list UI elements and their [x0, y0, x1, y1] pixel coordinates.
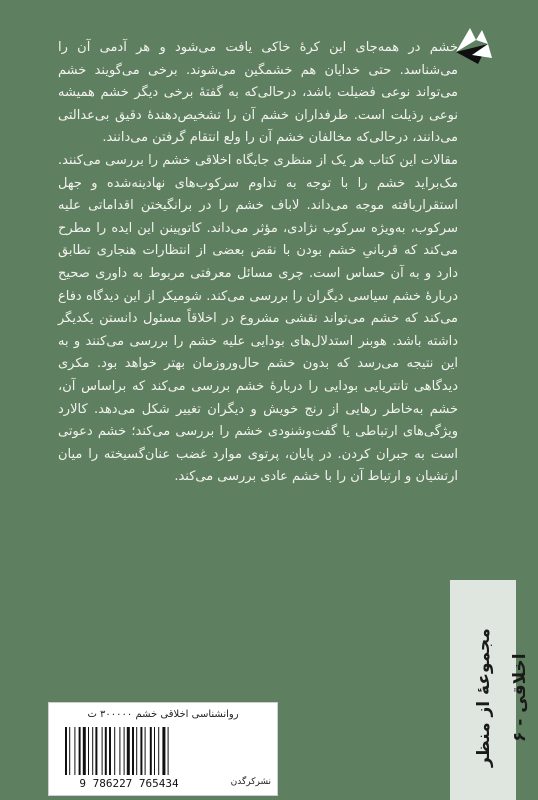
barcode-sticker	[48, 702, 278, 796]
barcode-icon	[63, 727, 213, 775]
price-label: روانشناسی اخلاقی خشم ۳۰۰۰۰۰ ت	[87, 709, 239, 720]
publisher-name: نشرکرگدن	[230, 777, 271, 787]
isbn-number: 9 786227 765434	[79, 777, 179, 790]
series-title: مجموعهٔ از منظر اخلاقی - ۶	[474, 628, 530, 767]
blurb-paragraph-2: مقالات این کتاب هر یک از منظری جایگاه اخلاقی خشم را بررسی می‌کنند. مک‌براید خشم را با توجه به تداوم سرکوب‌های نهادینه‌شده و جهل استقراریافته موجه می‌داند. لاباف خشم را در برانگیختن اقداماتی علیه سرکوب، به‌ویژه سرکوب نژادی، مؤثر می‌داند. کاتوپینن این ایده را مطرح می‌کند که قربانیِ خشم بودن با نقض بعضی از انتظارات هنجاری تطابق دارد و به آن حساس است. چری مسائل معرفتی مربوط به داوری صحیح دربارهٔ خشم سیاسی دیگران را بررسی می‌کند. شومیکر از این دیدگاه دفاع می‌کند که خشم می‌تواند نقشی مشروع در اخلاقاً مسئول دانستن یکدیگر داشته باشد. هوبنر استدلال‌های بودایی علیه خشم را بررسی می‌کنند و به این نتیجه می‌رسد که بدون خشم حال‌وروزمان بهتر خواهد بود. مکری دیدگاهی تانتریایی بودایی را دربارهٔ خشم بررسی می‌کند که براساس آن، خشم به‌خاطر رهایی از رنج خویش و دیگران تغییر شکل می‌دهد. کالارد ویژگی‌های ارتباطی یا گفت‌وشنودی خشم را بررسی می‌کند؛ خشم دعوتی است به جبران کردن. در پایان، پرتوی موارد غضب عنان‌گسیخته را میان ارتشیان و ارتباط آن را با خشم عادی بررسی می‌کند.	[58, 152, 458, 485]
publisher-logo-icon	[452, 22, 498, 68]
blurb-text	[58, 37, 458, 489]
blurb-paragraph-1: خشم در همه‌جای این کرهٔ خاکی یافت می‌شود و هر آدمی آن را می‌شناسد. حتی خدایان هم خشمگین می‌شوند. برخی می‌گویند خشم می‌تواند نوعی فضیلت باشد، درحالی‌که به گفتهٔ برخی دیگر خشم همیشه نوعی رذیلت است. طرفداران خشم آن را تشخیص‌دهندهٔ دقیق بی‌عدالتی می‌دانند، درحالی‌که مخالفان خشم آن را ولع انتقام گرفتن می‌دانند.	[58, 40, 458, 146]
